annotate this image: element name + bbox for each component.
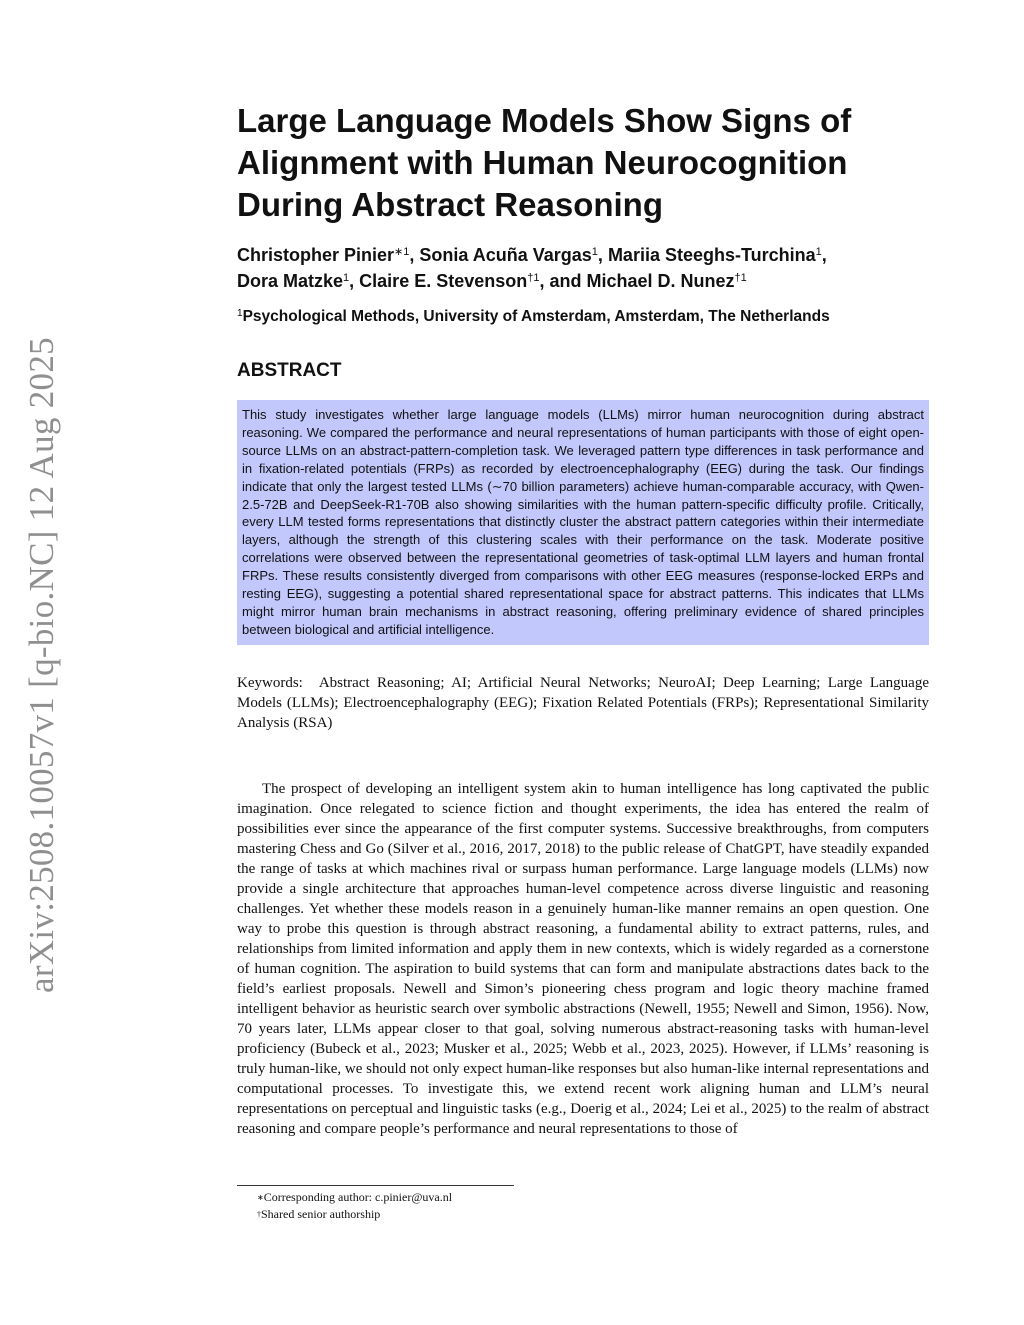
keywords: [237, 673, 929, 733]
footnote-mark: †: [257, 1210, 261, 1219]
affiliation-text: Psychological Methods, University of Amsterdam, Amsterdam, The Netherlands: [242, 308, 830, 325]
footnotes: [257, 1189, 452, 1223]
author-name: Christopher Pinier: [237, 245, 395, 265]
affiliation-mark: 1: [237, 308, 243, 319]
paper-first-page: [237, 100, 929, 1154]
author-separator: ,: [349, 271, 360, 291]
abstract-text: This study investigates whether large language models (LLMs) mirror human neurocognition during abstract reasoning. We compared the performance and neural representations of human participants with those of eight open-source LLMs on an abstract-pattern-completion task. We leveraged pattern type differences in task performance and in fixation-related potentials (FRPs) as recorded by electroencephalography (EEG) during the task. Our findings indicate that only the largest tested LLMs (∼70 billion parameters) achieve human-comparable accuracy, with Qwen-2.5-72B and DeepSeek-R1-70B also showing similarities with the human pattern-specific difficulty profile. Critically, every LLM tested forms representations that distinctly cluster the abstract pattern categories within their intermediate layers, although the strength of this clustering scales with their performance on the task. Moderate positive correlations were observed between the representational geometries of task-optimal LLM layers and human frontal FRPs. These results consistently diverged from comparisons with other EEG measures (response-locked ERPs and resting EEG), suggesting a potential shared representational space for abstract patterns. This indicates that LLMs might mirror human brain mechanisms in abstract reasoning, offering preliminary evidence of shared principles between biological and artificial intelligence.: [242, 407, 924, 637]
body-paragraph: The prospect of developing an intelligent system akin to human intelligence has long captivated the public imagination. Once relegated to science fiction and thought experiments, the idea has entered the realm of possibilities ever since the appearance of the first computer systems. Successive breakthroughs, from computers mastering Chess and Go (Silver et al., 2016, 2017, 2018) to the public release of ChatGPT, have steadily expanded the range of tasks at which machines rival or surpass human performance. Large language models (LLMs) now provide a single architecture that approaches human-level competence across diverse linguistic and reasoning challenges. Yet whether these models reason in a genuinely human-like manner remains an open question. One way to probe this question is through abstract reasoning, a fundamental ability to extract patterns, rules, and relationships from limited information and apply them in new contexts, which is widely regarded as a cornerstone of human cognition. The aspiration to build systems that can form and manipulate abstractions dates back to the field’s earliest proposals. Newell and Simon’s pioneering chess program and logic theory machine framed intelligent behavior as heuristic search over symbolic abstractions (Newell, 1955; Newell and Simon, 1956). Now, 70 years later, LLMs appear closer to that goal, solving numerous abstract-reasoning tasks with human-level proficiency (Bubeck et al., 2023; Musker et al., 2025; Webb et al., 2023, 2025). However, if LLMs’ reasoning is truly human-like, we should not only expect human-like responses but also human-like internal representations and computational processes. To investigate this, we extend recent work aligning human and LLM’s neural representations on perceptual and linguistic tasks (e.g., Doerig et al., 2024; Lei et al., 2025) to the realm of abstract reasoning and compare people’s performance and neural representations to those of: [237, 780, 929, 1137]
affiliation: [237, 308, 929, 326]
abstract-heading: ABSTRACT: [237, 360, 342, 381]
footnote: [257, 1206, 452, 1223]
author-separator: ,: [597, 245, 608, 265]
author-affiliation-mark: †1: [734, 272, 747, 284]
author-name: Claire E. Stevenson: [359, 271, 528, 291]
author-list: [237, 242, 929, 294]
author-separator: , and: [539, 271, 587, 291]
author-affiliation-mark: 1: [591, 246, 598, 258]
keywords-text: Abstract Reasoning; AI; Artificial Neural Networks; NeuroAI; Deep Learning; Large Language Models (LLMs); Electroencephalography (EEG); Fixation Related Potentials (FRPs); Representational Similarity Analysis (RSA): [237, 674, 929, 731]
author-name: Sonia Acuña Vargas: [419, 245, 592, 265]
author-separator: ,: [821, 245, 827, 265]
author-name: Mariia Steeghs-Turchina: [607, 245, 816, 265]
footnote-divider: [237, 1185, 514, 1186]
footnote-text: Corresponding author: c.pinier@uva.nl: [263, 1190, 453, 1204]
keywords-label: Keywords:: [237, 674, 303, 691]
author-affiliation-mark: 1: [815, 246, 822, 258]
footnote-text: Shared senior authorship: [261, 1207, 381, 1221]
author-name: Dora Matzke: [237, 271, 344, 291]
author-separator: ,: [409, 245, 420, 265]
footnote-mark: ∗: [257, 1193, 264, 1202]
author-affiliation-mark: †1: [527, 272, 540, 284]
author-affiliation-mark: ∗1: [394, 246, 410, 258]
author-affiliation-mark: 1: [343, 272, 350, 284]
arxiv-identifier-stamp: arXiv:2508.10057v1 [q-bio.NC] 12 Aug 2025: [22, 337, 61, 993]
paper-title: Large Language Models Show Signs of Alignment with Human Neurocognition During Abstract Reasoning: [237, 102, 852, 223]
author-name: Michael D. Nunez: [586, 271, 735, 291]
abstract-box: [237, 400, 929, 645]
footnote: [257, 1189, 452, 1206]
